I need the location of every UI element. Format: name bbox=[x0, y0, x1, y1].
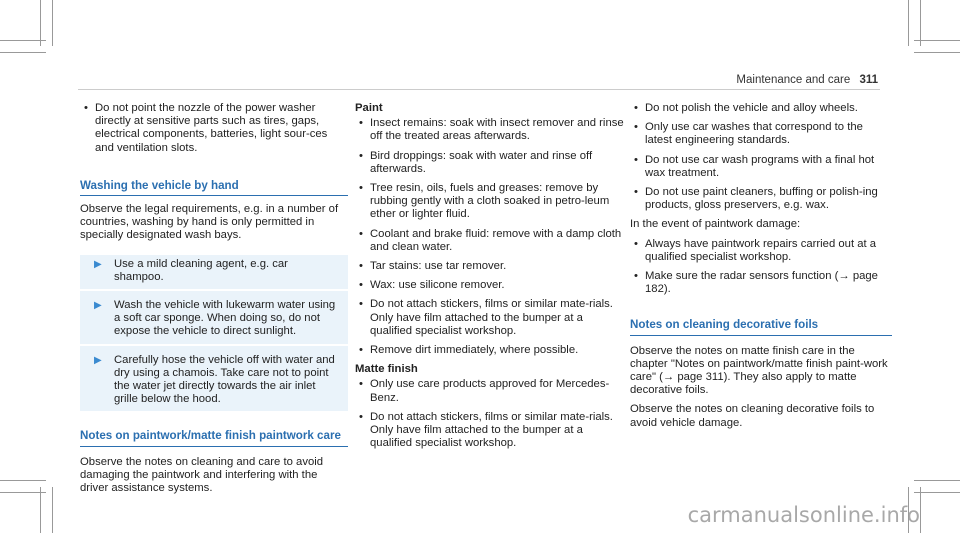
play-arrow-icon: ▶ bbox=[94, 354, 102, 366]
bullet-list bbox=[80, 102, 348, 155]
list-item: • Tree resin, oils, fuels and greases: remove by rubbing gently with a cloth soaked in petro‐leum ether or lighter fluid. bbox=[355, 182, 625, 222]
list-item: • Always have paintwork repairs carried out at a qualified specialist workshop. bbox=[630, 238, 892, 264]
crop-mark bbox=[40, 487, 41, 533]
list-item: • Do not use car wash programs with a final hot wax treatment. bbox=[630, 154, 892, 180]
crop-mark bbox=[52, 0, 53, 46]
list-item: • Do not polish the vehicle and alloy wheels. bbox=[630, 102, 892, 115]
page-number: 311 bbox=[859, 74, 878, 86]
instruction-step bbox=[80, 346, 348, 412]
bullet-list bbox=[630, 102, 892, 212]
crop-mark bbox=[0, 492, 46, 493]
list-item: • Do not attach stickers, films or similar mate‐rials. Only have film attached to the bumper at a qualified specialist workshop. bbox=[355, 298, 625, 338]
section-heading-washing-by-hand: Washing the vehicle by hand bbox=[80, 179, 348, 196]
section-heading-decorative-foils: Notes on cleaning decorative foils bbox=[630, 318, 892, 335]
list-item: • Bird droppings: soak with water and rinse off afterwards. bbox=[355, 150, 625, 176]
watermark: carmanualsonline.info bbox=[687, 503, 920, 527]
instruction-step bbox=[80, 291, 348, 344]
crop-mark bbox=[920, 0, 921, 46]
crop-mark bbox=[914, 492, 960, 493]
paragraph: In the event of paintwork damage: bbox=[630, 218, 801, 231]
chapter-title: Maintenance and care bbox=[736, 74, 851, 86]
crop-mark bbox=[914, 52, 960, 53]
list-item: • Insect remains: soak with insect remover and rinse off the treated areas afterwards. bbox=[355, 117, 625, 143]
step-text: Use a mild cleaning agent, e.g. car shampoo. bbox=[114, 257, 288, 283]
list-item: • Make sure the radar sensors function (→ page 182). bbox=[630, 270, 892, 296]
header-divider bbox=[78, 89, 880, 90]
bullet-list bbox=[355, 378, 625, 450]
crop-mark bbox=[52, 487, 53, 533]
crop-mark bbox=[914, 480, 960, 481]
list-item: • Tar stains: use tar remover. bbox=[355, 260, 625, 273]
column-1 bbox=[80, 102, 348, 501]
subheading-paint: Paint bbox=[355, 102, 383, 114]
crop-mark bbox=[920, 487, 921, 533]
list-item: • Only use car washes that correspond to the latest engineering standards. bbox=[630, 121, 892, 147]
section-heading-paintwork-care: Notes on paintwork/matte finish paintwork care bbox=[80, 429, 348, 446]
instruction-step bbox=[80, 255, 348, 289]
paragraph: Observe the notes on cleaning decorative foils to avoid vehicle damage. bbox=[630, 403, 875, 429]
column-3 bbox=[630, 102, 892, 436]
column-2 bbox=[355, 102, 625, 456]
play-arrow-icon: ▶ bbox=[94, 300, 102, 312]
subheading-matte-finish: Matte finish bbox=[355, 363, 418, 376]
paragraph: Observe the legal requirements, e.g. in a number of countries, washing by hand is only permitted in specially designated wash bays. bbox=[80, 203, 339, 242]
crop-mark bbox=[0, 52, 46, 53]
step-text: Wash the vehicle with lukewarm water using a soft car sponge. When doing so, do not expose the vehicle to direct sunlight. bbox=[114, 299, 336, 338]
play-arrow-icon: ▶ bbox=[94, 258, 102, 270]
bullet-list bbox=[355, 117, 625, 357]
list-item: • Remove dirt immediately, where possible. bbox=[355, 344, 625, 357]
crop-mark bbox=[0, 40, 46, 41]
running-header bbox=[736, 74, 878, 86]
crop-mark bbox=[0, 480, 46, 481]
paragraph: Observe the notes on cleaning and care to avoid damaging the paintwork and interfering with the driver assistance systems. bbox=[80, 455, 324, 495]
list-item: • Do not use paint cleaners, buffing or polish‐ing products, gloss preservers, e.g. wax. bbox=[630, 186, 892, 212]
list-item: • Do not point the nozzle of the power washer directly at sensitive parts such as tires, gaps, electrical components, batteries, light sour‐ces and ventilation slots. bbox=[80, 102, 348, 155]
list-item: • Do not attach stickers, films or similar mate‐rials. Only have film attached to the bumper at a qualified specialist workshop. bbox=[355, 411, 625, 451]
bullet-list bbox=[630, 238, 892, 297]
step-text: Carefully hose the vehicle off with water and dry using a chamois. Take care not to point the water jet directly towards the air inlet grille below the hood. bbox=[114, 353, 335, 406]
list-item: • Coolant and brake fluid: remove with a damp cloth and clean water. bbox=[355, 228, 625, 254]
list-item: • Only use care products approved for Mercedes-Benz. bbox=[355, 378, 625, 404]
list-item: • Wax: use silicone remover. bbox=[355, 279, 625, 292]
paragraph: Observe the notes on matte finish care in the chapter "Notes on paintwork/matte finish paint‐work care" (→ page 311). They also apply to matte decorative foils. bbox=[630, 344, 888, 397]
crop-mark bbox=[908, 0, 909, 46]
